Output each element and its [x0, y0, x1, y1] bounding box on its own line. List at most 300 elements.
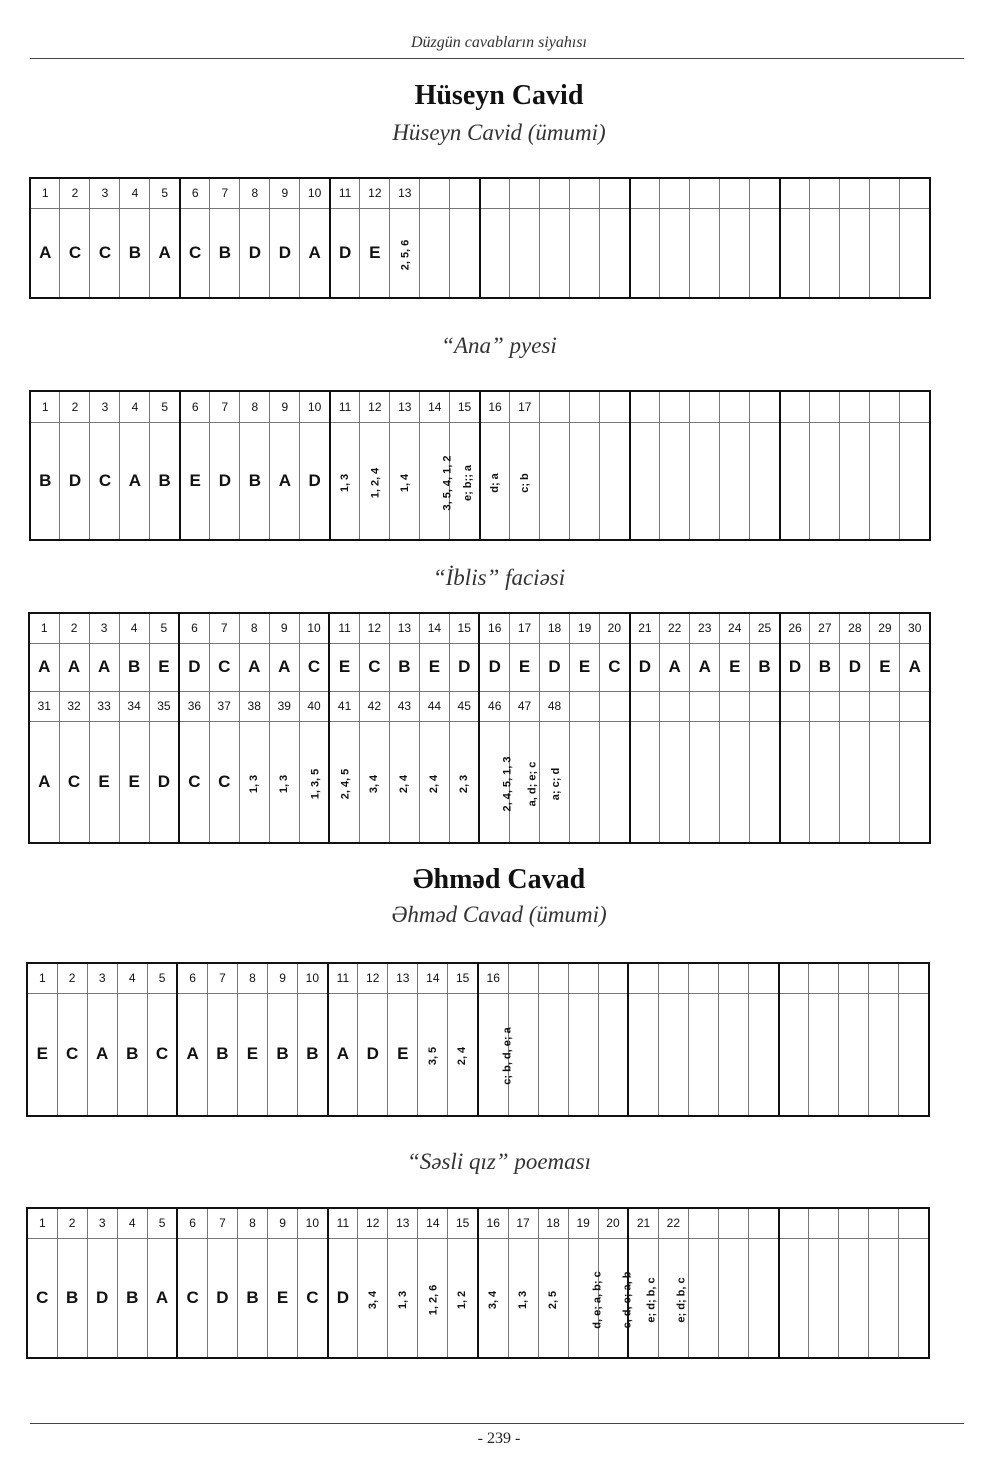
question-number-cell	[750, 391, 780, 422]
answer-cell: D	[540, 643, 570, 691]
answer-text: d, e; a, b; c	[591, 1271, 604, 1329]
answer-text: 2, 5, 6	[399, 239, 412, 271]
question-number-cell: 7	[207, 963, 237, 993]
question-number-cell: 19	[570, 613, 600, 643]
question-number-cell	[658, 963, 688, 993]
answer-text: c; b	[518, 472, 531, 493]
question-number-row	[29, 691, 930, 721]
question-number-cell: 16	[479, 613, 509, 643]
answer-cell	[330, 422, 360, 540]
question-number-cell: 3	[87, 963, 117, 993]
question-number-cell: 17	[510, 613, 540, 643]
answer-text: a; c; d	[550, 767, 563, 800]
question-number-cell: 9	[268, 963, 298, 993]
answer-table	[26, 1207, 930, 1359]
answer-cell: E	[720, 643, 750, 691]
question-number-cell: 46	[479, 691, 509, 721]
question-number-cell: 12	[360, 391, 390, 422]
author-heading: Əhməd Cavad	[412, 864, 586, 895]
answer-cell	[299, 721, 329, 843]
question-number-cell	[720, 391, 750, 422]
header-rule	[30, 58, 964, 59]
question-number-cell: 5	[150, 178, 180, 208]
question-number-cell	[780, 691, 810, 721]
answer-cell: A	[690, 643, 720, 691]
question-number-cell: 1	[30, 391, 60, 422]
question-number-cell: 20	[600, 613, 630, 643]
answer-text: 2, 4, 5, 1, 3	[501, 756, 514, 812]
question-number-cell	[779, 963, 809, 993]
answer-cell	[870, 721, 900, 843]
answer-cell	[810, 422, 840, 540]
answer-cell	[449, 721, 479, 843]
answer-cell: D	[840, 643, 870, 691]
question-number-cell: 14	[418, 1208, 448, 1238]
question-number-cell: 9	[268, 1208, 298, 1238]
question-number-cell	[750, 691, 780, 721]
answer-cell: A	[150, 208, 180, 298]
question-number-cell	[508, 963, 538, 993]
question-number-cell: 45	[449, 691, 479, 721]
answer-cell: C	[359, 643, 389, 691]
question-number-cell: 13	[388, 1208, 418, 1238]
answer-cell: E	[237, 993, 267, 1116]
answer-cell: A	[269, 643, 299, 691]
answer-cell: B	[30, 422, 60, 540]
question-number-cell: 12	[360, 178, 390, 208]
answer-cell: A	[120, 422, 150, 540]
question-number-cell: 8	[240, 178, 270, 208]
question-number-cell: 39	[269, 691, 299, 721]
question-number-cell	[630, 691, 660, 721]
question-number-cell: 13	[388, 963, 418, 993]
answer-cell	[420, 208, 450, 298]
answer-cell	[480, 208, 510, 298]
question-number-cell: 42	[359, 691, 389, 721]
question-number-cell: 14	[420, 391, 450, 422]
answer-cell: D	[240, 208, 270, 298]
answer-cell	[660, 422, 690, 540]
question-number-cell: 10	[300, 178, 330, 208]
answer-cell: B	[150, 422, 180, 540]
question-number-cell: 10	[299, 613, 329, 643]
question-number-cell: 11	[329, 613, 359, 643]
answer-cell: B	[117, 1238, 147, 1358]
question-number-cell: 30	[900, 613, 930, 643]
question-number-cell: 48	[540, 691, 570, 721]
answer-text: 3, 5	[426, 1047, 439, 1066]
question-number-cell	[628, 963, 658, 993]
question-number-cell: 34	[119, 691, 149, 721]
question-number-cell: 8	[239, 613, 269, 643]
question-number-cell	[718, 963, 748, 993]
answer-table	[29, 177, 931, 299]
question-number-cell	[600, 178, 630, 208]
question-number-cell	[568, 963, 598, 993]
answer-cell	[809, 1238, 839, 1358]
question-number-cell	[660, 391, 690, 422]
question-number-cell: 1	[27, 1208, 57, 1238]
question-number-cell: 26	[780, 613, 810, 643]
answer-cell: A	[177, 993, 207, 1116]
answer-text: 1, 3, 5	[309, 768, 322, 800]
answer-cell	[720, 721, 750, 843]
question-number-cell: 6	[179, 613, 209, 643]
answer-cell	[688, 993, 718, 1116]
question-number-cell: 40	[299, 691, 329, 721]
question-number-cell	[570, 691, 600, 721]
question-number-cell: 21	[630, 613, 660, 643]
question-number-cell: 5	[147, 963, 177, 993]
answer-cell	[540, 721, 570, 843]
question-number-cell	[630, 391, 660, 422]
question-number-cell: 22	[660, 613, 690, 643]
question-number-cell	[899, 963, 929, 993]
question-number-cell	[720, 691, 750, 721]
answer-cell	[749, 993, 779, 1116]
question-number-cell: 7	[207, 1208, 237, 1238]
answer-text: 1, 3	[517, 1290, 530, 1309]
answer-text: e; b;; a	[462, 464, 475, 501]
question-number-cell: 10	[298, 963, 328, 993]
answer-text: a, d; e; c	[526, 761, 539, 807]
answer-cell: C	[177, 1238, 207, 1358]
section-caption: “İblis” faciəsi	[432, 565, 566, 590]
answer-cell	[840, 721, 870, 843]
answer-cell	[690, 721, 720, 843]
answer-cell: C	[147, 993, 177, 1116]
answer-cell	[419, 721, 449, 843]
question-number-cell	[510, 178, 540, 208]
answer-cell: B	[810, 643, 840, 691]
answer-cell	[658, 993, 688, 1116]
answer-cell	[538, 1238, 568, 1358]
answer-cell	[360, 422, 390, 540]
question-number-cell	[538, 963, 568, 993]
question-number-cell: 47	[510, 691, 540, 721]
answer-cell	[660, 721, 690, 843]
answer-cell	[750, 422, 780, 540]
answer-cell: D	[87, 1238, 117, 1358]
question-number-cell	[810, 178, 840, 208]
answer-text: 2, 4	[398, 774, 411, 793]
question-number-cell	[809, 963, 839, 993]
answer-cell	[720, 208, 750, 298]
answer-cell	[479, 721, 514, 843]
answer-text: 1, 2	[456, 1290, 469, 1309]
answer-text: 1, 2, 6	[427, 1284, 440, 1316]
question-number-cell	[840, 691, 870, 721]
question-number-cell	[718, 1208, 748, 1238]
answer-cell: C	[90, 208, 120, 298]
answer-cell	[870, 422, 900, 540]
question-number-cell	[870, 691, 900, 721]
answer-cell: A	[30, 208, 60, 298]
answer-cell	[750, 721, 780, 843]
answer-row	[30, 422, 930, 540]
question-number-cell: 12	[358, 1208, 388, 1238]
question-number-cell	[900, 391, 930, 422]
answer-cell	[810, 721, 840, 843]
answer-cell: B	[57, 1238, 87, 1358]
question-number-cell: 17	[508, 1208, 538, 1238]
answer-cell: A	[29, 643, 59, 691]
question-number-cell: 11	[328, 963, 358, 993]
answer-row	[29, 643, 930, 691]
running-title: Düzgün cavabların siyahısı	[411, 34, 587, 51]
question-number-cell	[840, 178, 870, 208]
question-number-cell: 13	[390, 391, 420, 422]
answer-cell: D	[210, 422, 240, 540]
question-number-cell	[870, 391, 900, 422]
question-number-cell: 13	[390, 178, 420, 208]
question-number-cell: 36	[179, 691, 209, 721]
answer-cell	[630, 422, 660, 540]
question-number-cell: 21	[628, 1208, 658, 1238]
question-number-cell: 8	[240, 391, 270, 422]
answer-cell: E	[149, 643, 179, 691]
question-number-cell: 15	[448, 1208, 478, 1238]
question-number-cell: 8	[237, 1208, 267, 1238]
question-number-cell: 5	[149, 613, 179, 643]
question-number-cell: 31	[29, 691, 59, 721]
answer-cell: B	[298, 993, 328, 1116]
answer-cell	[570, 422, 600, 540]
answer-cell: D	[780, 643, 810, 691]
question-number-cell	[688, 963, 718, 993]
answer-row	[27, 993, 929, 1116]
question-number-cell: 11	[330, 178, 360, 208]
answer-text: 3, 4	[368, 774, 381, 793]
question-number-cell	[780, 178, 810, 208]
question-number-cell: 2	[60, 178, 90, 208]
question-number-row	[29, 613, 930, 643]
answer-cell	[570, 208, 600, 298]
answer-cell	[839, 993, 869, 1116]
answer-cell	[418, 993, 448, 1116]
answer-text: 3, 4	[487, 1290, 500, 1309]
answer-cell: A	[87, 993, 117, 1116]
answer-cell: E	[570, 643, 600, 691]
question-number-cell: 7	[210, 391, 240, 422]
answer-cell: D	[60, 422, 90, 540]
question-number-cell: 27	[810, 613, 840, 643]
answer-table	[29, 390, 931, 541]
answer-cell	[390, 422, 420, 540]
answer-cell	[869, 1238, 899, 1358]
answer-cell	[660, 208, 690, 298]
question-number-cell: 3	[90, 178, 120, 208]
question-number-cell: 44	[419, 691, 449, 721]
answer-cell: B	[240, 422, 270, 540]
question-number-cell: 3	[89, 613, 119, 643]
question-number-cell: 18	[540, 613, 570, 643]
question-number-cell	[600, 391, 630, 422]
answer-row	[29, 721, 930, 843]
question-number-cell: 1	[29, 613, 59, 643]
question-number-cell: 19	[568, 1208, 598, 1238]
question-number-cell: 12	[359, 613, 389, 643]
answer-cell	[239, 721, 269, 843]
answer-cell	[779, 993, 809, 1116]
question-number-cell: 15	[449, 613, 479, 643]
question-number-cell	[869, 963, 899, 993]
answer-cell: E	[870, 643, 900, 691]
answer-cell	[780, 422, 810, 540]
question-number-cell	[750, 178, 780, 208]
answer-text: 2, 3	[458, 774, 471, 793]
question-number-cell: 5	[147, 1208, 177, 1238]
question-number-cell: 9	[270, 178, 300, 208]
answer-cell	[510, 721, 540, 843]
question-number-row	[30, 178, 930, 208]
question-number-cell: 4	[120, 391, 150, 422]
question-number-cell: 6	[180, 391, 210, 422]
answer-cell	[780, 208, 810, 298]
question-number-cell: 15	[450, 391, 480, 422]
answer-cell	[840, 208, 870, 298]
answer-text: 1, 2, 4	[369, 467, 382, 499]
answer-cell: B	[117, 993, 147, 1116]
answer-cell: B	[210, 208, 240, 298]
answer-cell: C	[209, 643, 239, 691]
answer-cell	[810, 208, 840, 298]
question-number-cell	[869, 1208, 899, 1238]
question-number-cell: 4	[120, 178, 150, 208]
answer-cell	[358, 1238, 388, 1358]
answer-cell: C	[180, 208, 210, 298]
answer-cell: B	[389, 643, 419, 691]
question-number-cell: 4	[117, 963, 147, 993]
answer-cell	[628, 993, 658, 1116]
question-number-cell: 6	[177, 1208, 207, 1238]
answer-cell: B	[120, 208, 150, 298]
question-number-cell: 32	[59, 691, 89, 721]
question-number-cell	[810, 391, 840, 422]
answer-cell: E	[388, 993, 418, 1116]
answer-cell	[478, 993, 514, 1116]
answer-cell	[718, 1238, 748, 1358]
answer-text: c, d, e; a, b	[621, 1271, 634, 1329]
answer-cell	[389, 721, 419, 843]
answer-cell: A	[89, 643, 119, 691]
answer-cell	[390, 208, 420, 298]
answer-cell	[510, 208, 540, 298]
answer-cell	[450, 422, 480, 540]
answer-cell: D	[300, 422, 330, 540]
answer-cell	[540, 422, 570, 540]
question-number-cell: 14	[418, 963, 448, 993]
question-number-cell	[780, 391, 810, 422]
answer-cell: A	[270, 422, 300, 540]
question-number-cell	[899, 1208, 929, 1238]
answer-row	[30, 208, 930, 298]
answer-cell: C	[600, 643, 630, 691]
answer-cell	[899, 993, 929, 1116]
question-number-cell	[870, 178, 900, 208]
question-number-cell	[600, 691, 630, 721]
answer-cell: C	[299, 643, 329, 691]
question-number-cell: 2	[57, 1208, 87, 1238]
answer-cell: D	[207, 1238, 237, 1358]
answer-table	[28, 612, 931, 844]
question-number-cell: 29	[870, 613, 900, 643]
answer-text: 2, 4, 5	[339, 768, 352, 800]
question-number-cell	[660, 691, 690, 721]
answer-text: 2, 4	[428, 774, 441, 793]
question-number-cell: 2	[60, 391, 90, 422]
question-number-cell: 3	[87, 1208, 117, 1238]
answer-cell: E	[27, 993, 57, 1116]
answer-cell	[688, 1238, 718, 1358]
answer-cell: B	[237, 1238, 267, 1358]
answer-text: e; d; b, c	[645, 1277, 658, 1323]
answer-cell: A	[328, 993, 358, 1116]
answer-cell	[750, 208, 780, 298]
question-number-cell: 6	[180, 178, 210, 208]
question-number-row	[30, 391, 930, 422]
question-number-cell	[749, 963, 779, 993]
answer-cell	[779, 1238, 809, 1358]
answer-text: 2, 5	[547, 1290, 560, 1309]
answer-cell	[269, 721, 299, 843]
question-number-cell: 23	[690, 613, 720, 643]
question-number-cell: 43	[389, 691, 419, 721]
question-number-cell: 16	[478, 1208, 508, 1238]
answer-cell	[900, 422, 930, 540]
question-number-cell: 7	[210, 178, 240, 208]
question-number-cell: 12	[358, 963, 388, 993]
answer-text: e; d; b, c	[675, 1277, 688, 1323]
question-number-cell: 28	[840, 613, 870, 643]
question-number-cell: 4	[119, 613, 149, 643]
answer-cell	[630, 721, 660, 843]
question-number-cell	[810, 691, 840, 721]
answer-cell	[690, 208, 720, 298]
answer-cell: A	[900, 643, 930, 691]
answer-cell: C	[27, 1238, 57, 1358]
answer-cell	[568, 1238, 604, 1358]
answer-cell: D	[270, 208, 300, 298]
answer-cell	[600, 721, 630, 843]
answer-cell	[478, 1238, 508, 1358]
answer-cell	[780, 721, 810, 843]
answer-cell	[839, 1238, 869, 1358]
answer-cell: A	[660, 643, 690, 691]
answer-cell: E	[419, 643, 449, 691]
question-number-row	[27, 963, 929, 993]
question-number-cell: 15	[448, 963, 478, 993]
question-number-cell	[688, 1208, 718, 1238]
question-number-cell: 33	[89, 691, 119, 721]
section-caption: “Ana” pyesi	[441, 333, 557, 358]
answer-cell: D	[328, 1238, 358, 1358]
answer-cell	[568, 993, 598, 1116]
question-number-cell: 2	[59, 613, 89, 643]
question-number-cell: 18	[538, 1208, 568, 1238]
answer-cell: E	[360, 208, 390, 298]
answer-cell	[359, 721, 389, 843]
answer-cell	[480, 422, 510, 540]
answer-cell: A	[59, 643, 89, 691]
answer-text: 1, 3	[396, 1290, 409, 1309]
question-number-cell: 11	[328, 1208, 358, 1238]
answer-cell: D	[179, 643, 209, 691]
answer-cell: A	[239, 643, 269, 691]
answer-cell	[900, 208, 930, 298]
question-number-cell: 4	[117, 1208, 147, 1238]
answer-cell: A	[300, 208, 330, 298]
